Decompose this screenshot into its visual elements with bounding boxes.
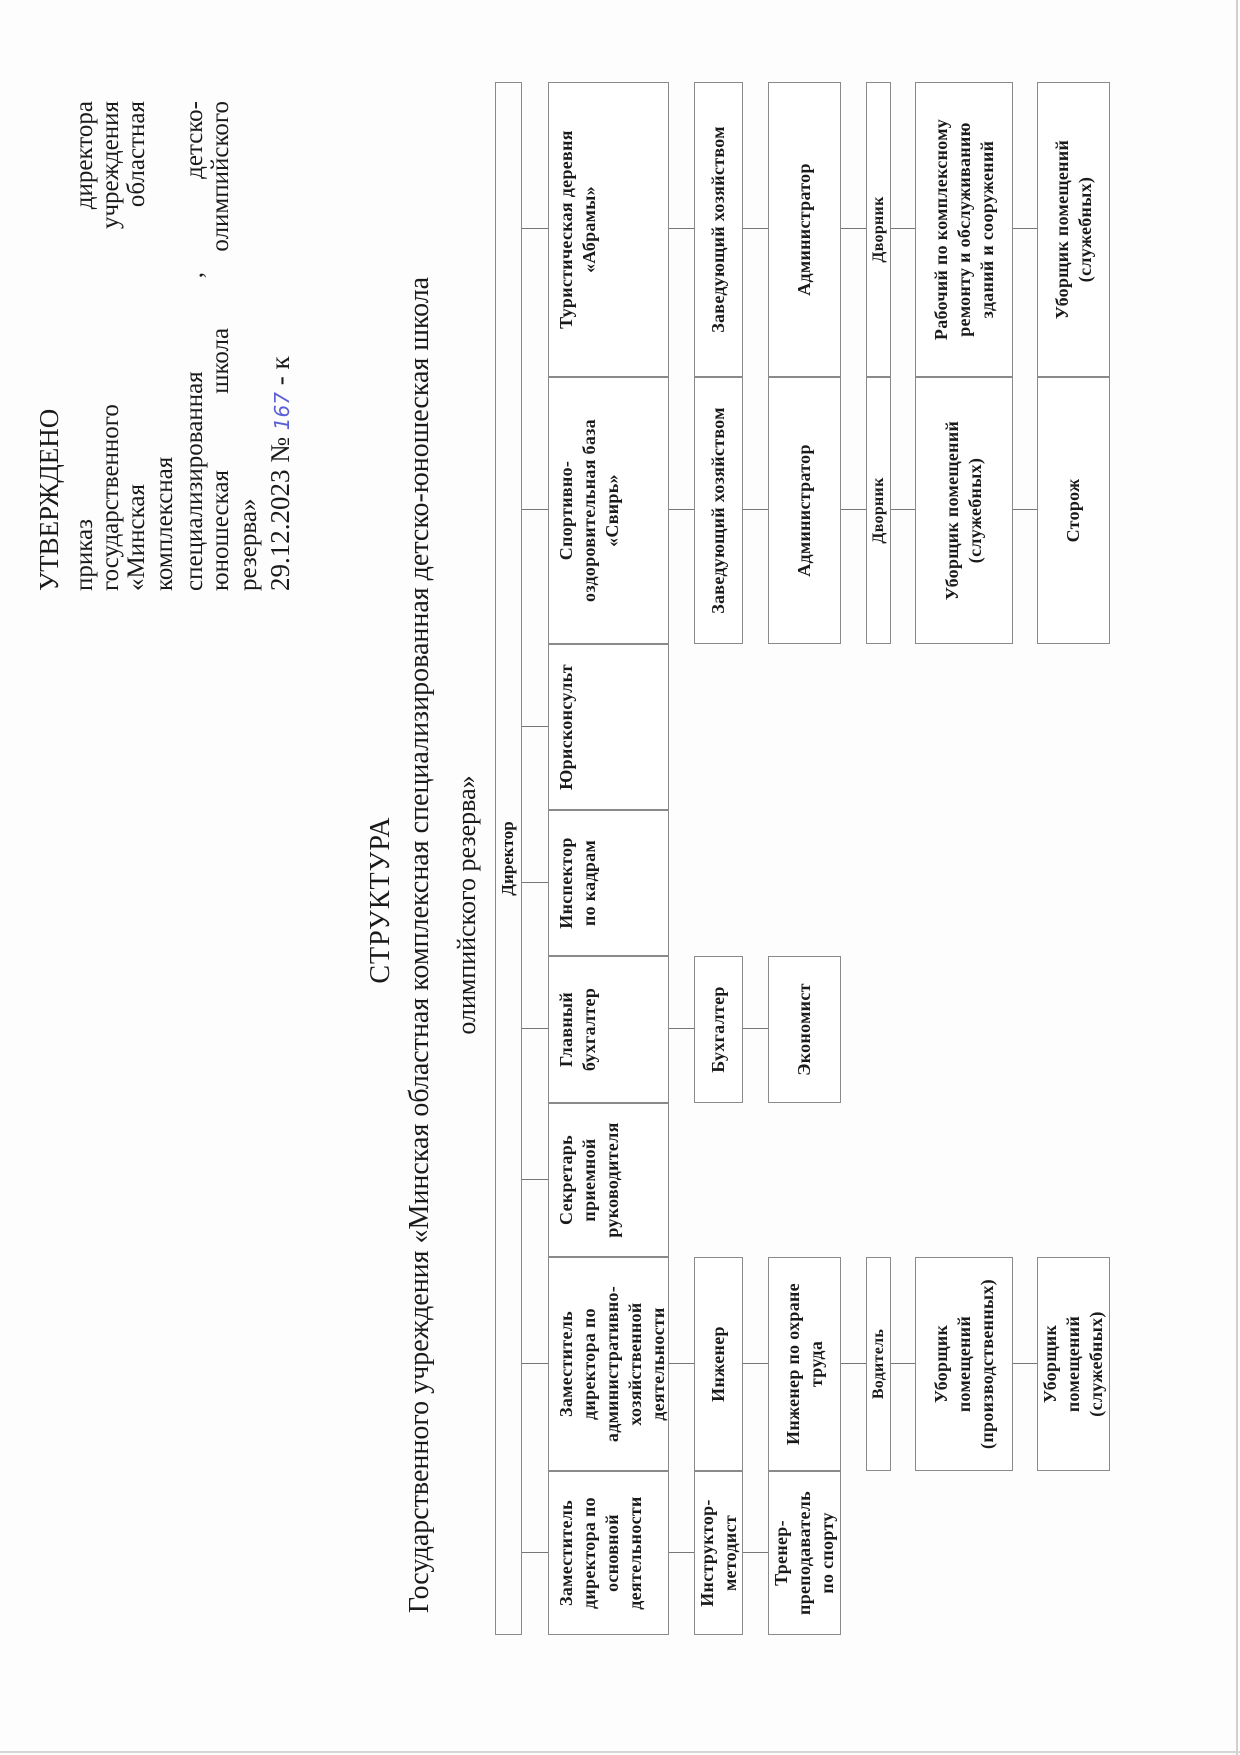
connector-line	[841, 510, 866, 511]
page-title: СТРУКТУРА	[365, 816, 396, 984]
position-box: Экономист	[768, 956, 841, 1103]
connector-line	[743, 1029, 768, 1030]
position-box: Заведующий хозяйством	[694, 377, 743, 644]
approval-line: юношеская школа олимпийского	[207, 101, 234, 591]
connector-line	[1013, 229, 1037, 230]
position-box-head: Юрисконсульт	[548, 644, 669, 810]
position-box: Уборщик помещений (служебных)	[1037, 82, 1110, 377]
connector-line	[522, 1552, 548, 1553]
position-box: Сторож	[1037, 377, 1110, 644]
connector-line	[522, 510, 548, 511]
connector-line	[522, 882, 548, 883]
position-box: Рабочий по комплексному ремонту и обслуживанию зданий и сооружений	[915, 82, 1013, 377]
position-box: Дворник	[866, 377, 891, 644]
position-box: Водитель	[866, 1257, 891, 1471]
approval-line: специализированная , детско-	[181, 101, 208, 591]
position-box: Инструктор- методист	[694, 1471, 743, 1635]
position-box: Тренер- преподаватель по спорту	[768, 1471, 841, 1635]
position-box: Уборщик помещений (служебных)	[915, 377, 1013, 644]
connector-line	[522, 726, 548, 727]
connector-line	[669, 510, 694, 511]
connector-line	[891, 510, 915, 511]
position-box-head: Инспектор по кадрам	[548, 810, 669, 956]
connector-line	[1013, 1363, 1037, 1364]
position-box: Бухгалтер	[694, 956, 743, 1103]
organization-name-line-2: олимпийского резерва»	[452, 775, 481, 1035]
connector-line	[743, 1552, 768, 1553]
position-box: Инженер	[694, 1257, 743, 1471]
position-box: Администратор	[768, 82, 841, 377]
connector-line	[841, 1363, 866, 1364]
connector-line	[891, 229, 915, 230]
connector-line	[743, 510, 768, 511]
connector-line	[1013, 510, 1037, 511]
position-box: Заведующий хозяйством	[694, 82, 743, 377]
connector-line	[743, 229, 768, 230]
connector-line	[522, 1179, 548, 1180]
connector-line	[669, 1029, 694, 1030]
approval-line: комплексная	[151, 456, 178, 591]
position-box-head: Туристическая деревня «Абрамы»	[548, 82, 669, 377]
handwritten-order-number: 167	[270, 392, 294, 431]
connector-line	[891, 1363, 915, 1364]
approval-line: резерва»	[235, 498, 262, 591]
connector-line	[522, 229, 548, 230]
position-box-head: Секретарь приемной руководителя	[548, 1103, 669, 1257]
connector-line	[669, 1363, 694, 1364]
approval-heading: УТВЕРЖДЕНО	[34, 408, 64, 591]
position-box-head: Заместитель директора по административно- хозяйственной деятельности	[548, 1257, 669, 1471]
position-box-head: Главный бухгалтер	[548, 956, 669, 1103]
position-box-head: Заместитель директора по основной деятельности	[548, 1471, 669, 1635]
approval-line: государственного учреждения	[97, 101, 124, 591]
connector-line	[522, 1363, 548, 1364]
order-date-number	[266, 101, 294, 591]
order-date: 29.12.2023 №	[265, 436, 295, 591]
connector-line	[841, 229, 866, 230]
connector-line	[743, 1363, 768, 1364]
position-box: Инженер по охране труда	[768, 1257, 841, 1471]
position-box: Уборщик помещений (производственных)	[915, 1257, 1013, 1471]
director-box: Директор	[495, 82, 522, 1635]
approval-line: «Минская областная	[123, 101, 150, 591]
connector-line	[669, 1552, 694, 1553]
connector-line	[522, 1029, 548, 1030]
connector-line	[669, 229, 694, 230]
position-box: Администратор	[768, 377, 841, 644]
position-box: Дворник	[866, 82, 891, 377]
approval-line: приказ директора	[71, 101, 98, 591]
organization-name-line-1: Государственного учреждения «Минская областная комплексная специализированная детско-юношеская школа	[404, 276, 435, 1614]
order-suffix: - к	[265, 356, 295, 386]
position-box-head: Спортивно- оздоровительная база «Свирь»	[548, 377, 669, 644]
position-box: Уборщик помещений (служебных)	[1037, 1257, 1110, 1471]
